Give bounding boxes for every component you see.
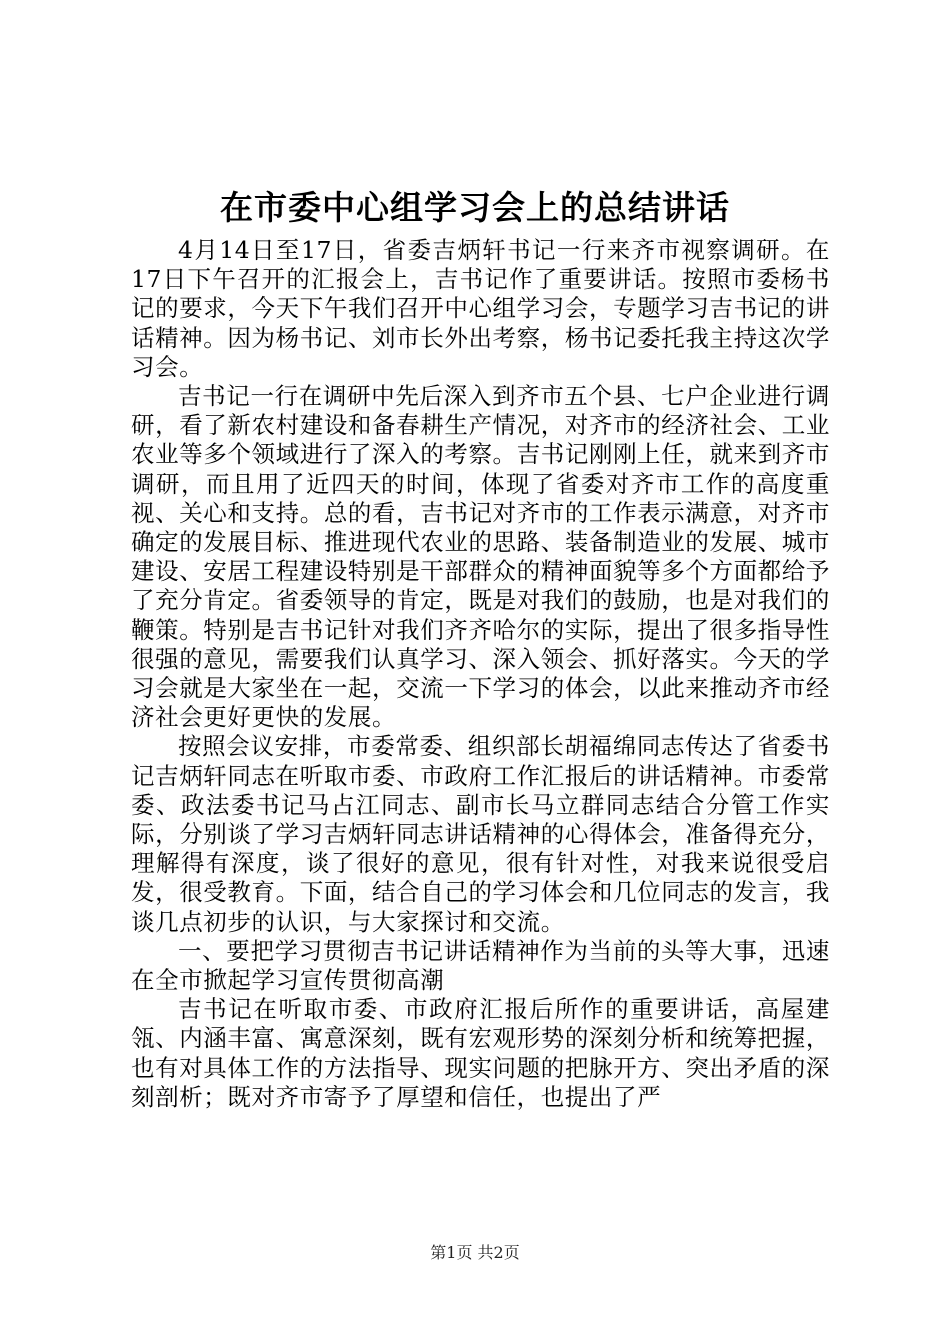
page-footer: 第1页 共2页 — [430, 1243, 520, 1262]
paragraph: 吉书记在听取市委、市政府汇报后所作的重要讲话，高屋建瓴、内涵丰富、寓意深刻，既有宏观形势的深刻分析和统筹把握，也有对具体工作的方法指导、现实问题的把脉开方、突出矛盾的深刻剖析；既对齐市寄予了厚望和信任，也提出了严 — [131, 995, 830, 1111]
paragraph: 吉书记一行在调研中先后深入到齐市五个县、七户企业进行调研，看了新农村建设和备春耕生产情况，对齐市的经济社会、工业农业等多个领域进行了深入的考察。吉书记刚刚上任，就来到齐市调研，而且用了近四天的时间，体现了省委对齐市工作的高度重视、关心和支持。总的看，吉书记对齐市的工作表示满意，对齐市确定的发展目标、推进现代农业的思路、装备制造业的发展、城市建设、安居工程建设特别是干部群众的精神面貌等多个方面都给予了充分肯定。省委领导的肯定，既是对我们的鼓励，也是对我们的鞭策。特别是吉书记针对我们齐齐哈尔的实际，提出了很多指导性很强的意见，需要我们认真学习、深入领会、抓好落实。今天的学习会就是大家坐在一起，交流一下学习的体会，以此来推动齐市经济社会更好更快的发展。 — [131, 382, 830, 732]
document-title: 在市委中心组学习会上的总结讲话 — [220, 188, 730, 227]
paragraph: 4月14日至17日，省委吉炳轩书记一行来齐市视察调研。在17日下午召开的汇报会上，吉书记作了重要讲话。按照市委杨书记的要求，今天下午我们召开中心组学习会，专题学习吉书记的讲话精神。因为杨书记、刘市长外出考察，杨书记委托我主持这次学习会。 — [131, 236, 830, 381]
document-body — [131, 236, 830, 1112]
paragraph: 按照会议安排，市委常委、组织部长胡福绵同志传达了省委书记吉炳轩同志在听取市委、市政府工作汇报后的讲话精神。市委常委、政法委书记马占江同志、副市长马立群同志结合分管工作实际，分别谈了学习吉炳轩同志讲话精神的心得体会，准备得充分，理解得有深度，谈了很好的意见，很有针对性，对我来说很受启发，很受教育。下面，结合自己的学习体会和几位同志的发言，我谈几点初步的认识，与大家探讨和交流。 — [131, 732, 830, 936]
section-heading: 一、要把学习贯彻吉书记讲话精神作为当前的头等大事，迅速在全市掀起学习宣传贯彻高潮 — [131, 936, 830, 995]
